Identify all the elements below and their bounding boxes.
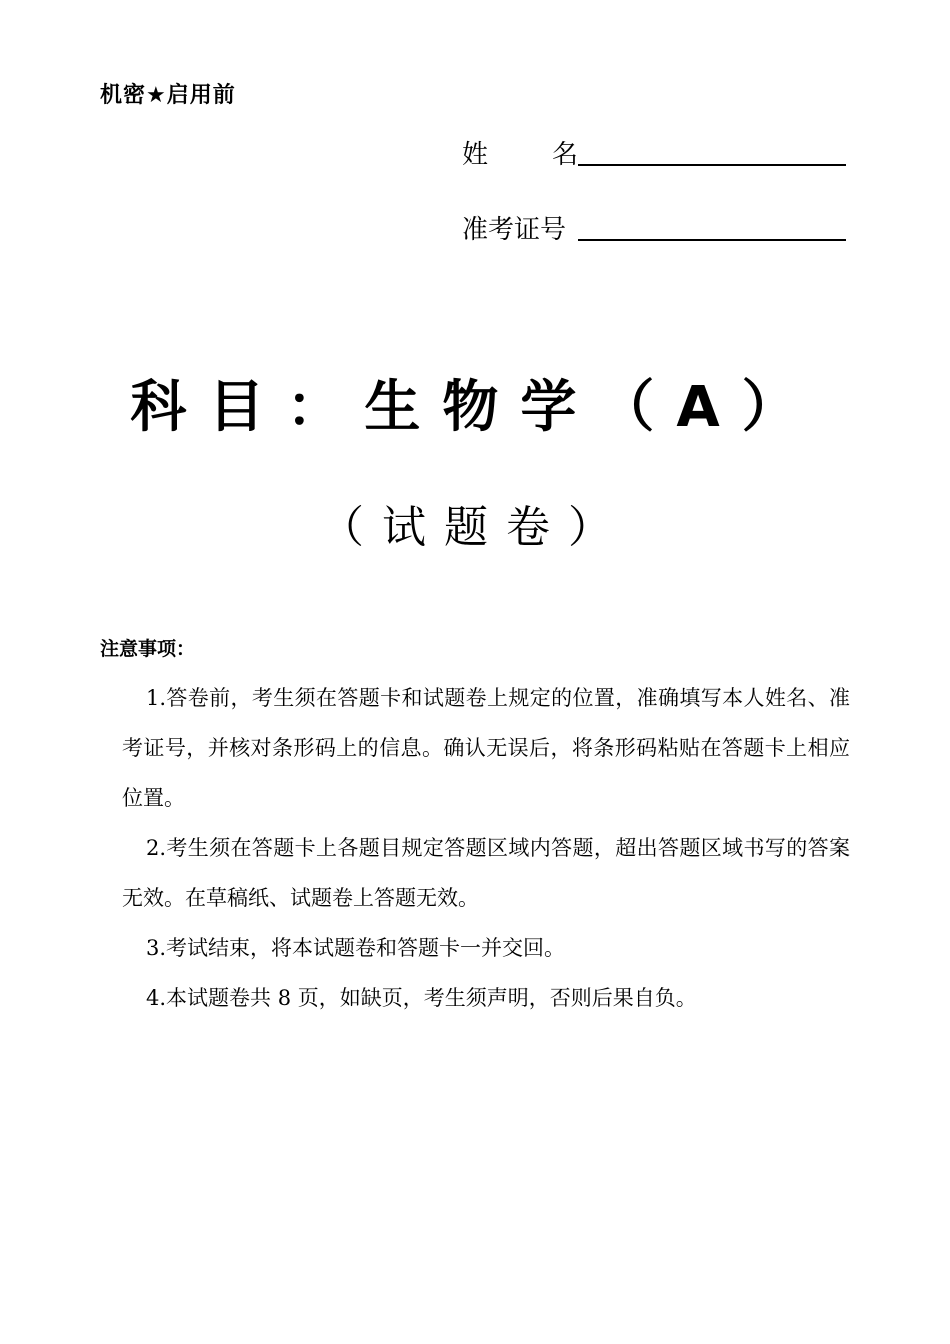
name-blank-line[interactable] <box>578 138 846 166</box>
subject-title: 科目：生物学（A） <box>130 375 820 440</box>
note-item: 2.考生须在答题卡上各题目规定答题区域内答题，超出答题区域书写的答案无效。在草稿纸、试题卷上答题无效。 <box>122 836 850 910</box>
ticket-number-blank-line[interactable] <box>578 213 846 241</box>
paper-type-title: （试题卷） <box>320 502 630 553</box>
note-item: 4.本试题卷共 8 页，如缺页，考生须声明，否则后果自负。 <box>146 986 697 1010</box>
note-item: 3.考试结束，将本试题卷和答题卡一并交回。 <box>146 936 566 960</box>
note-item: 1.答卷前，考生须在答题卡和试题卷上规定的位置，准确填写本人姓名、准考证号，并核对条形码上的信息。确认无误后，将条形码粘贴在答题卡上相应位置。 <box>122 686 850 810</box>
name-label: 姓名 <box>462 140 578 170</box>
notes-heading: 注意事项： <box>100 638 196 660</box>
notes-list <box>122 673 850 1023</box>
name-field-row <box>462 138 846 172</box>
ticket-field-row <box>462 213 846 247</box>
confidential-mark: 机密★启用前 <box>100 83 236 108</box>
ticket-number-label: 准考证号 <box>462 215 567 245</box>
